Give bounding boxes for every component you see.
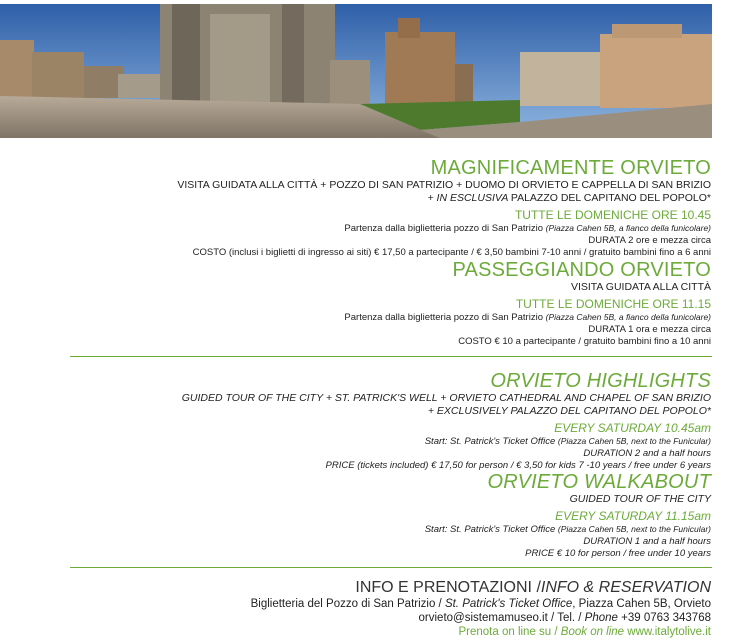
- tour-title: ORVIETO HIGHLIGHTS: [490, 370, 711, 392]
- tour-departure: Partenza dalla biglietteria pozzo di San Patrizio (Piazza Cahen 5B, a fianco della funicolare): [344, 312, 711, 323]
- tour-schedule: EVERY SATURDAY 10.45am: [554, 421, 711, 435]
- tour-duration: DURATION 2 and a half hours: [583, 448, 711, 459]
- tour-description: GUIDED TOUR OF THE CITY + ST. PATRICK'S WELL + ORVIETO CATHEDRAL AND CHAPEL OF SAN BRIZIO: [181, 392, 711, 404]
- tour-en-walkabout: [21, 471, 711, 560]
- tour-it-magnificamente: [21, 157, 711, 259]
- section-divider: [70, 356, 712, 357]
- section-divider: [70, 567, 712, 568]
- tour-duration: DURATA 1 ora e mezza circa: [588, 324, 711, 335]
- tour-description: VISITA GUIDATA ALLA CITTÀ: [570, 281, 711, 293]
- tour-description: VISITA GUIDATA ALLA CITTÀ + POZZO DI SAN PATRIZIO + DUOMO DI ORVIETO E CAPPELLA DI SAN BRIZIO: [177, 179, 711, 191]
- tour-departure: Start: St. Patrick's Ticket Office (Piazza Cahen 5B, next to the Funicular): [424, 436, 711, 447]
- tour-description: GUIDED TOUR OF THE CITY: [569, 493, 711, 505]
- email-link[interactable]: orvieto@sistemamuseo.it: [418, 612, 548, 624]
- info-heading: INFO E PRENOTAZIONI /INFO & RESERVATION: [355, 579, 711, 596]
- panorama-photo: [0, 4, 712, 138]
- tour-cost: PRICE (tickets included) € 17,50 for person / € 3,50 for kids 7 -10 years / free under 6 years: [325, 460, 711, 471]
- tour-cost: COSTO (inclusi i biglietti di ingresso ai siti) € 17,50 a partecipante / € 3,50 bambini 7-10 anni / gratuito bambini fino a 6 anni: [192, 247, 711, 258]
- tour-departure: Partenza dalla biglietteria pozzo di San Patrizio (Piazza Cahen 5B, a fianco della funicolare): [344, 223, 711, 234]
- tour-en-highlights: [21, 370, 711, 472]
- booking-link[interactable]: www.italytolive.it: [624, 626, 711, 638]
- tour-title: MAGNIFICAMENTE ORVIETO: [430, 157, 711, 179]
- tour-cost: COSTO € 10 a partecipante / gratuito bambini fino a 10 anni: [458, 336, 711, 347]
- tour-it-passeggiando: [21, 259, 711, 348]
- tour-schedule: EVERY SATURDAY 11.15am: [555, 509, 711, 523]
- tour-duration: DURATION 1 and a half hours: [583, 536, 711, 547]
- info-contacts: orvieto@sistemamuseo.it / Tel. / Phone +39 0763 343768: [418, 612, 711, 624]
- tour-title: ORVIETO WALKABOUT: [487, 471, 711, 493]
- tour-cost: PRICE € 10 for person / free under 10 years: [525, 548, 711, 559]
- tour-schedule: TUTTE LE DOMENICHE ORE 11.15: [515, 297, 711, 311]
- tour-duration: DURATA 2 ore e mezza circa: [588, 235, 711, 246]
- tour-description-extra: + EXCLUSIVELY PALAZZO DEL CAPITANO DEL POPOLO*: [427, 405, 711, 417]
- info-reservation: [21, 579, 711, 639]
- info-booking: Prenota on line su / Book on line www.italytolive.it: [458, 626, 711, 638]
- tour-description-extra: + IN ESCLUSIVA PALAZZO DEL CAPITANO DEL POPOLO*: [427, 192, 711, 204]
- tour-departure: Start: St. Patrick's Ticket Office (Piazza Cahen 5B, next to the Funicular): [424, 524, 711, 535]
- info-office: Biglietteria del Pozzo di San Patrizio / St. Patrick's Ticket Office, Piazza Cahen 5B, Orvieto: [250, 598, 711, 610]
- tour-title: PASSEGGIANDO ORVIETO: [452, 259, 711, 281]
- tour-schedule: TUTTE LE DOMENICHE ORE 10.45: [514, 208, 711, 222]
